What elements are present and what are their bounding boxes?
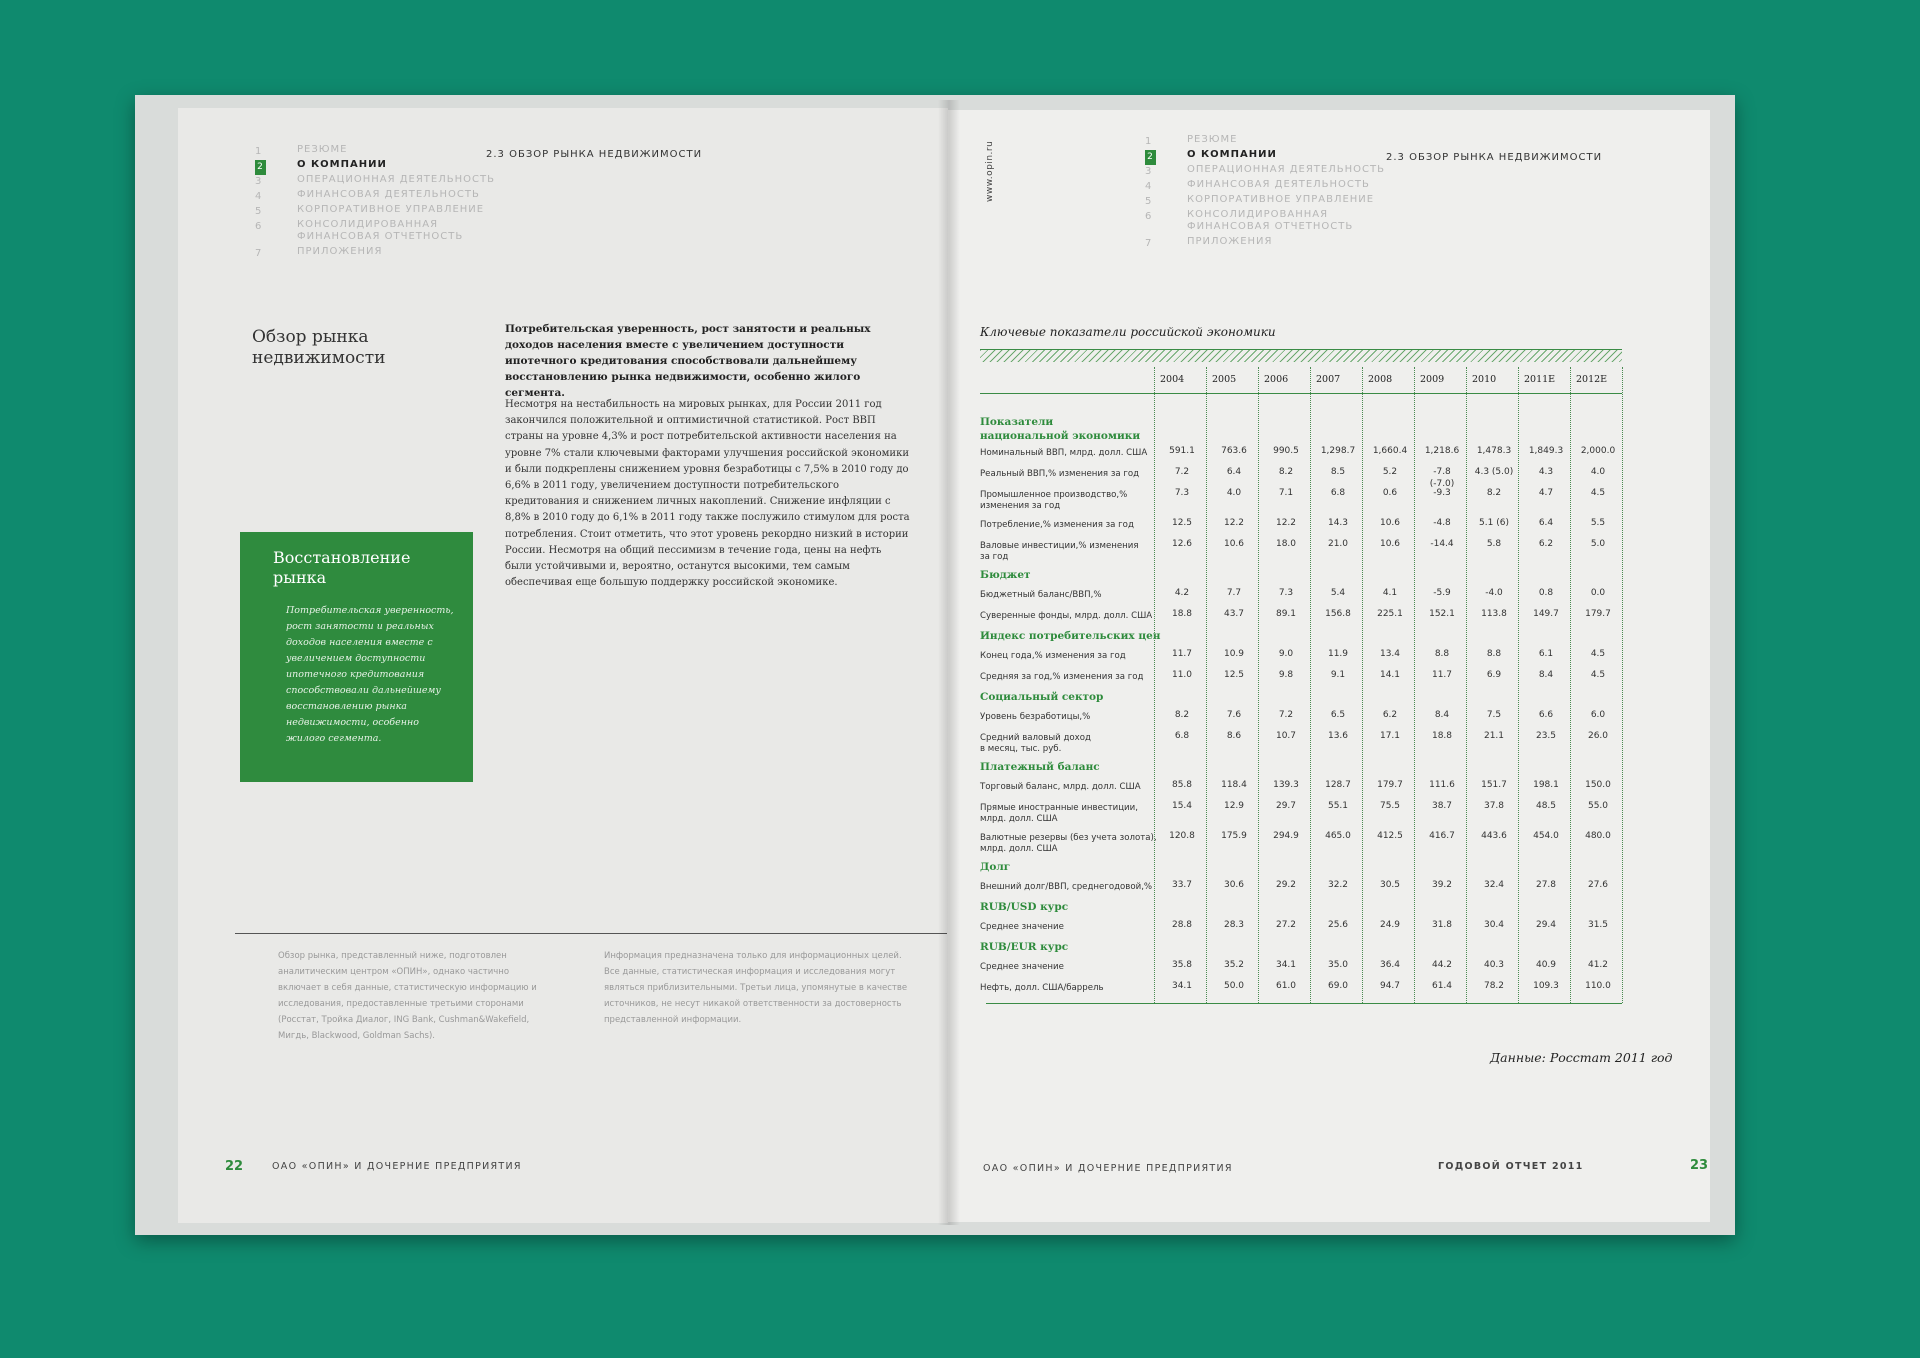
table-cell: 6.8 <box>1174 731 1190 741</box>
table-cell: 6.8 <box>1330 488 1346 498</box>
table-cell: 0.6 <box>1382 488 1398 498</box>
row-label: Реальный ВВП,% изменения за год <box>980 469 1140 479</box>
column-separator <box>1570 367 1571 1003</box>
table-cell: 23.5 <box>1535 731 1557 741</box>
table-cell: 28.3 <box>1223 920 1245 930</box>
table-cell: 48.5 <box>1535 801 1557 811</box>
table-cell: 480.0 <box>1585 831 1611 841</box>
group-title: Показатели национальной экономики <box>980 416 1141 442</box>
table-cell: 149.7 <box>1533 609 1559 619</box>
table-cell: 34.1 <box>1171 981 1193 991</box>
page-heading: Обзор рынка недвижимости <box>252 327 386 368</box>
chapter-nav-left <box>255 144 495 261</box>
nav-item-label: О КОМПАНИИ <box>1187 149 1277 160</box>
table-cell: 7.5 <box>1486 710 1502 720</box>
nav-item-number: 3 <box>1145 166 1153 177</box>
row-label: Конец года,% изменения за год <box>980 651 1126 661</box>
table-cell: 44.2 <box>1431 960 1453 970</box>
column-separator <box>1622 367 1623 1003</box>
row-label: Номинальный ВВП, млрд. долл. США <box>980 448 1148 458</box>
table-cell: 11.7 <box>1171 649 1193 659</box>
table-cell: 31.8 <box>1431 920 1453 930</box>
nav-item[interactable] <box>1145 179 1385 194</box>
table-cell: 1,849.3 <box>1528 446 1564 456</box>
table-cell: 4.3 <box>1538 467 1554 477</box>
group-title: Индекс потребительских цен <box>980 630 1161 642</box>
column-separator <box>1414 367 1415 1003</box>
row-label: Суверенные фонды, млрд. долл. США <box>980 611 1153 621</box>
table-title: Ключевые показатели российской экономики <box>980 325 1276 339</box>
table-cell: 39.2 <box>1431 880 1453 890</box>
table-cell: 4.1 <box>1382 588 1398 598</box>
table-cell: 78.2 <box>1483 981 1505 991</box>
table-cell: 36.4 <box>1379 960 1401 970</box>
table-cell: 37.8 <box>1483 801 1505 811</box>
table-cell: 10.7 <box>1275 731 1297 741</box>
nav-item[interactable] <box>255 159 495 174</box>
nav-item-label: РЕЗЮМЕ <box>1187 134 1238 145</box>
table-cell: 30.5 <box>1379 880 1401 890</box>
table-cell: 6.9 <box>1486 670 1502 680</box>
row-label: Валютные резервы (без учета золота), млрд. долл. США <box>980 833 1157 854</box>
table-cell: 139.3 <box>1273 780 1299 790</box>
column-separator <box>1518 367 1519 1003</box>
column-separator <box>1362 367 1363 1003</box>
table-cell: 151.7 <box>1481 780 1507 790</box>
nav-item[interactable] <box>1145 236 1385 251</box>
table-cell: 8.8 <box>1486 649 1502 659</box>
table-cell: -4.8 <box>1433 518 1451 528</box>
table-cell: 7.7 <box>1226 588 1242 598</box>
table-cell: 7.2 <box>1278 710 1294 720</box>
nav-item-number: 7 <box>255 248 263 259</box>
table-cell: 5.4 <box>1330 588 1346 598</box>
table-cell: 29.4 <box>1535 920 1557 930</box>
table-cell: 8.4 <box>1434 710 1450 720</box>
pull-quote-text: Потребительская уверенность, рост занятости и реальных доходов населения вместе с увеличением доступности ипотечного кредитования способствовали дальнейшему восстановлению рынка недвижимости, особенно жилого сегмента. <box>286 605 454 744</box>
column-header: 2011E <box>1524 374 1556 385</box>
nav-item-label: КОНСОЛИДИРОВАННАЯ ФИНАНСОВАЯ ОТЧЕТНОСТЬ <box>297 219 464 242</box>
table-cell: 11.7 <box>1431 670 1453 680</box>
table-cell: 26.0 <box>1587 731 1609 741</box>
table-cell: 34.1 <box>1275 960 1297 970</box>
table-cell: 175.9 <box>1221 831 1247 841</box>
group-title: Платежный баланс <box>980 761 1100 773</box>
nav-item[interactable] <box>1145 134 1385 149</box>
row-label: Нефть, долл. США/баррель <box>980 983 1104 993</box>
nav-item-number: 1 <box>255 146 263 157</box>
table-cell: 21.0 <box>1327 539 1349 549</box>
table-cell: 12.5 <box>1223 670 1245 680</box>
table-cell: 4.5 <box>1590 488 1606 498</box>
table-cell: 113.8 <box>1481 609 1507 619</box>
table-cell: 225.1 <box>1377 609 1403 619</box>
table-cell: 85.8 <box>1171 780 1193 790</box>
table-cell: 11.9 <box>1327 649 1349 659</box>
table-cell: 6.4 <box>1226 467 1242 477</box>
column-header: 2005 <box>1212 374 1237 385</box>
table-cell: 128.7 <box>1325 780 1351 790</box>
nav-item[interactable] <box>255 189 495 204</box>
nav-item-number: 3 <box>255 176 263 187</box>
table-cell: 8.4 <box>1538 670 1554 680</box>
column-header: 2010 <box>1472 374 1497 385</box>
nav-item-label: КОНСОЛИДИРОВАННАЯ ФИНАНСОВАЯ ОТЧЕТНОСТЬ <box>1187 209 1354 232</box>
table-cell: 43.7 <box>1223 609 1245 619</box>
table-cell: 4.7 <box>1538 488 1554 498</box>
group-title: RUB/USD курс <box>980 901 1069 913</box>
table-cell: 4.0 <box>1226 488 1242 498</box>
table-cell: 12.2 <box>1223 518 1245 528</box>
table-cell: 11.0 <box>1171 670 1193 680</box>
table-cell: 27.8 <box>1535 880 1557 890</box>
row-label: Прямые иностранные инвестиции, млрд. долл. США <box>980 803 1138 824</box>
header-rule <box>980 393 1622 394</box>
column-header: 2004 <box>1160 374 1185 385</box>
table-bottom-rule <box>986 1003 1622 1004</box>
column-separator <box>1206 367 1207 1003</box>
table-cell: 7.3 <box>1174 488 1190 498</box>
table-cell: 21.1 <box>1483 731 1505 741</box>
table-cell: 990.5 <box>1273 446 1299 456</box>
footer-left: ОАО «ОПИН» И ДОЧЕРНИЕ ПРЕДПРИЯТИЯ <box>272 1161 522 1172</box>
website-url: www.opin.ru <box>985 140 995 202</box>
group-title: Долг <box>980 861 1011 873</box>
table-cell: 14.1 <box>1379 670 1401 680</box>
nav-item[interactable] <box>1145 164 1385 179</box>
table-cell: 50.0 <box>1223 981 1245 991</box>
table-cell: 443.6 <box>1481 831 1507 841</box>
table-cell: 12.9 <box>1223 801 1245 811</box>
table-cell: 454.0 <box>1533 831 1559 841</box>
section-label-left: 2.3 ОБЗОР РЫНКА НЕДВИЖИМОСТИ <box>486 149 703 160</box>
nav-item[interactable] <box>255 219 495 246</box>
table-cell: 465.0 <box>1325 831 1351 841</box>
column-separator <box>1154 367 1155 1003</box>
table-cell: 40.9 <box>1535 960 1557 970</box>
nav-item-label: ПРИЛОЖЕНИЯ <box>297 246 383 257</box>
table-cell: 38.7 <box>1431 801 1453 811</box>
table-cell: 32.2 <box>1327 880 1349 890</box>
table-cell: 4.3 (5.0) <box>1474 467 1514 477</box>
table-cell: 156.8 <box>1325 609 1351 619</box>
table-cell: 32.4 <box>1483 880 1505 890</box>
table-cell: 69.0 <box>1327 981 1349 991</box>
table-cell: 110.0 <box>1585 981 1611 991</box>
table-cell: 1,660.4 <box>1372 446 1408 456</box>
table-cell: 28.8 <box>1171 920 1193 930</box>
table-cell: 30.4 <box>1483 920 1505 930</box>
table-cell: 14.3 <box>1327 518 1349 528</box>
table-cell: 1,218.6 <box>1424 446 1460 456</box>
table-cell: 179.7 <box>1377 780 1403 790</box>
table-cell: 35.8 <box>1171 960 1193 970</box>
table-cell: 109.3 <box>1533 981 1559 991</box>
nav-item-label: ОПЕРАЦИОННАЯ ДЕЯТЕЛЬНОСТЬ <box>297 174 495 185</box>
table-cell: 10.6 <box>1223 539 1245 549</box>
table-cell: 5.1 (6) <box>1479 518 1509 528</box>
column-header: 2009 <box>1420 374 1445 385</box>
table-cell: 591.1 <box>1169 446 1195 456</box>
table-cell: 61.0 <box>1275 981 1297 991</box>
table-cell: 17.1 <box>1379 731 1401 741</box>
nav-item-number: 5 <box>1145 196 1153 207</box>
table-cell: 5.2 <box>1382 467 1398 477</box>
table-cell: 4.5 <box>1590 649 1606 659</box>
note-left: Обзор рынка, представленный ниже, подготовлен аналитическим центром «ОПИН», однако частично включает в себя данные, статистическую информацию и исследования, предоставленные третьими сторонами (Росстат, Тройка Диалог, ING Bank, Cushman&Wakefield, Мигдь, Blackwood, Goldman Sachs). <box>278 951 537 1041</box>
pull-quote-title: Восстановление рынка <box>273 548 411 587</box>
column-separator <box>1466 367 1467 1003</box>
nav-item-number: 7 <box>1145 238 1153 249</box>
column-header: 2006 <box>1264 374 1289 385</box>
nav-item-label: РЕЗЮМЕ <box>297 144 348 155</box>
table-cell: 41.2 <box>1587 960 1609 970</box>
nav-item-number: 4 <box>255 191 263 202</box>
table-cell: 10.6 <box>1379 539 1401 549</box>
table-cell: 18.8 <box>1431 731 1453 741</box>
table-cell: 9.8 <box>1278 670 1294 680</box>
nav-item-label: КОРПОРАТИВНОЕ УПРАВЛЕНИЕ <box>297 204 485 215</box>
table-cell: 6.2 <box>1382 710 1398 720</box>
footer-right-title: ГОДОВОЙ ОТЧЕТ 2011 <box>1438 1161 1584 1172</box>
table-source: Данные: Росстат 2011 год <box>1490 1050 1673 1065</box>
nav-item[interactable] <box>255 246 495 261</box>
table-cell: 412.5 <box>1377 831 1403 841</box>
nav-item-label: ФИНАНСОВАЯ ДЕЯТЕЛЬНОСТЬ <box>1187 179 1370 190</box>
table-cell: -7.8 (-7.0) <box>1429 467 1455 489</box>
table-cell: 89.1 <box>1275 609 1297 619</box>
notes-divider <box>235 933 947 934</box>
note-right: Информация предназначена только для информационных целей. Все данные, статистическая информация и исследования могут являться приблизительными. Третьи лица, упомянутые в качестве источников, не несут никакой ответственности за достоверность представленной информации. <box>604 951 908 1025</box>
table-cell: 35.2 <box>1223 960 1245 970</box>
nav-item-label: ПРИЛОЖЕНИЯ <box>1187 236 1273 247</box>
table-cell: 118.4 <box>1221 780 1247 790</box>
table-cell: 10.9 <box>1223 649 1245 659</box>
column-header: 2007 <box>1316 374 1341 385</box>
table-cell: 152.1 <box>1429 609 1455 619</box>
table-cell: 5.8 <box>1486 539 1502 549</box>
table-cell: 8.2 <box>1486 488 1502 498</box>
nav-item-number: 1 <box>1145 136 1153 147</box>
nav-item[interactable] <box>1145 149 1385 164</box>
table-cell: 75.5 <box>1379 801 1401 811</box>
table-cell: -14.4 <box>1430 539 1454 549</box>
table-cell: 4.0 <box>1590 467 1606 477</box>
table-cell: 416.7 <box>1429 831 1455 841</box>
lead-paragraph: Потребительская уверенность, рост занятости и реальных доходов населения вместе с увеличением доступности ипотечного кредитования способствовали дальнейшему восстановлению рынка недвижимости, особенно жилого сегмента. <box>505 323 871 399</box>
table-cell: 35.0 <box>1327 960 1349 970</box>
column-separator <box>1310 367 1311 1003</box>
nav-item-number: 6 <box>1145 211 1153 222</box>
table-cell: 1,298.7 <box>1320 446 1356 456</box>
row-label: Торговый баланс, млрд. долл. США <box>980 782 1141 792</box>
table-cell: 27.2 <box>1275 920 1297 930</box>
body-paragraph: Несмотря на нестабильность на мировых рынках, для России 2011 год закончился положительной и оптимистичной статистикой. Рост ВВП страны на уровне 4,3% и рост потребительской активности населения на уровне 7% стали ключевыми факторами улучшения российской экономики и были подкреплены снижением уровня безработицы с 7,5% в 2010 году до 6,6% в 2011 году, увеличением доступности потребительского кредитования и снижением личных накоплений. Снижение инфляции с 8,8% в 2010 году до 6,1% в 2011 году также послужило стимулом для роста потребления. Стоит отметить, что этот уровень рекордно низкий в истории России. Несмотря на общий пессимизм в течение года, цены на нефть были устойчивыми и, вероятно, останутся высокими, тем самым обеспечивая еще большую поддержку российской экономике. <box>505 399 910 589</box>
table-cell: 6.6 <box>1538 710 1554 720</box>
table-cell: 6.5 <box>1330 710 1346 720</box>
table-cell: 198.1 <box>1533 780 1559 790</box>
table-header-hatch <box>980 349 1622 362</box>
table-cell: 5.5 <box>1590 518 1606 528</box>
table-cell: 55.1 <box>1327 801 1349 811</box>
pull-quote-box <box>240 532 473 782</box>
group-title: RUB/EUR курс <box>980 941 1069 953</box>
nav-item-number: 2 <box>255 159 297 174</box>
table-cell: 13.6 <box>1327 731 1349 741</box>
nav-item[interactable] <box>255 144 495 159</box>
table-cell: 33.7 <box>1171 880 1193 890</box>
column-separator <box>1258 367 1259 1003</box>
row-label: Бюджетный баланс/ВВП,% <box>980 590 1102 600</box>
table-cell: 7.6 <box>1226 710 1242 720</box>
table-cell: 15.4 <box>1171 801 1193 811</box>
column-header: 2008 <box>1368 374 1393 385</box>
row-label: Средняя за год,% изменения за год <box>980 672 1144 682</box>
row-label: Средний валовый доход в месяц, тыс. руб. <box>980 733 1091 754</box>
table-cell: 8.5 <box>1330 467 1346 477</box>
table-cell: 31.5 <box>1587 920 1609 930</box>
row-label: Потребление,% изменения за год <box>980 520 1134 530</box>
table-cell: 18.8 <box>1171 609 1193 619</box>
table-cell: 12.5 <box>1171 518 1193 528</box>
table-cell: 7.1 <box>1278 488 1294 498</box>
table-cell: 763.6 <box>1221 446 1247 456</box>
nav-item[interactable] <box>255 204 495 219</box>
nav-item-label: ФИНАНСОВАЯ ДЕЯТЕЛЬНОСТЬ <box>297 189 480 200</box>
table-cell: 61.4 <box>1431 981 1453 991</box>
table-cell: 29.2 <box>1275 880 1297 890</box>
table-cell: 120.8 <box>1169 831 1195 841</box>
group-title: Социальный сектор <box>980 691 1104 703</box>
table-cell: 2,000.0 <box>1580 446 1616 456</box>
table-cell: 6.1 <box>1538 649 1554 659</box>
table-cell: 10.6 <box>1379 518 1401 528</box>
table-cell: 13.4 <box>1379 649 1401 659</box>
nav-item[interactable] <box>1145 209 1385 236</box>
table-cell: 7.3 <box>1278 588 1294 598</box>
book-gutter <box>938 100 960 1225</box>
table-cell: 7.2 <box>1174 467 1190 477</box>
table-cell: 4.2 <box>1174 588 1190 598</box>
row-label: Среднее значение <box>980 962 1064 972</box>
table-cell: 111.6 <box>1429 780 1455 790</box>
nav-item[interactable] <box>1145 194 1385 209</box>
nav-item[interactable] <box>255 174 495 189</box>
section-label-right: 2.3 ОБЗОР РЫНКА НЕДВИЖИМОСТИ <box>1386 152 1603 163</box>
table-cell: 55.0 <box>1587 801 1609 811</box>
chapter-nav-right <box>1145 134 1385 251</box>
table-cell: 8.2 <box>1174 710 1190 720</box>
table-cell: 0.0 <box>1590 588 1606 598</box>
table-cell: 18.0 <box>1275 539 1297 549</box>
table-cell: 150.0 <box>1585 780 1611 790</box>
table-cell: 4.5 <box>1590 670 1606 680</box>
table-cell: 8.6 <box>1226 731 1242 741</box>
row-label: Внешний долг/ВВП, среднегодовой,% <box>980 882 1153 892</box>
nav-item-label: ОПЕРАЦИОННАЯ ДЕЯТЕЛЬНОСТЬ <box>1187 164 1385 175</box>
table-cell: 9.0 <box>1278 649 1294 659</box>
nav-item-label: КОРПОРАТИВНОЕ УПРАВЛЕНИЕ <box>1187 194 1375 205</box>
table-cell: 9.1 <box>1330 670 1346 680</box>
table-cell: 294.9 <box>1273 831 1299 841</box>
page-number-left: 22 <box>225 1159 244 1174</box>
table-cell: 6.0 <box>1590 710 1606 720</box>
column-header: 2012E <box>1576 374 1608 385</box>
table-cell: 25.6 <box>1327 920 1349 930</box>
footer-right-left: ОАО «ОПИН» И ДОЧЕРНИЕ ПРЕДПРИЯТИЯ <box>983 1163 1233 1174</box>
table-cell: 40.3 <box>1483 960 1505 970</box>
table-cell: 29.7 <box>1275 801 1297 811</box>
row-label: Валовые инвестиции,% изменения за год <box>980 541 1139 562</box>
nav-item-label: О КОМПАНИИ <box>297 159 387 170</box>
nav-item-number: 5 <box>255 206 263 217</box>
row-label: Среднее значение <box>980 922 1064 932</box>
table-cell: 179.7 <box>1585 609 1611 619</box>
table-cell: -5.9 <box>1433 588 1451 598</box>
table-cell: 0.8 <box>1538 588 1554 598</box>
table-cell: -4.0 <box>1485 588 1503 598</box>
table-cell: 27.6 <box>1587 880 1609 890</box>
table-cell: 12.2 <box>1275 518 1297 528</box>
table-cell: 1,478.3 <box>1476 446 1512 456</box>
nav-item-number: 4 <box>1145 181 1153 192</box>
row-label: Уровень безработицы,% <box>980 712 1091 722</box>
table-cell: 8.8 <box>1434 649 1450 659</box>
table-cell: 8.2 <box>1278 467 1294 477</box>
nav-item-number: 6 <box>255 221 263 232</box>
row-label: Промышленное производство,% изменения за год <box>980 490 1128 511</box>
table-cell: -9.3 <box>1433 488 1451 498</box>
page-number-right: 23 <box>1690 1158 1709 1173</box>
table-cell: 6.2 <box>1538 539 1554 549</box>
group-title: Бюджет <box>980 569 1031 581</box>
table-cell: 12.6 <box>1171 539 1193 549</box>
table-cell: 5.0 <box>1590 539 1606 549</box>
table-cell: 6.4 <box>1538 518 1554 528</box>
table-cell: 30.6 <box>1223 880 1245 890</box>
table-cell: 24.9 <box>1379 920 1401 930</box>
nav-item-number: 2 <box>1145 149 1187 164</box>
table-cell: 94.7 <box>1379 981 1401 991</box>
